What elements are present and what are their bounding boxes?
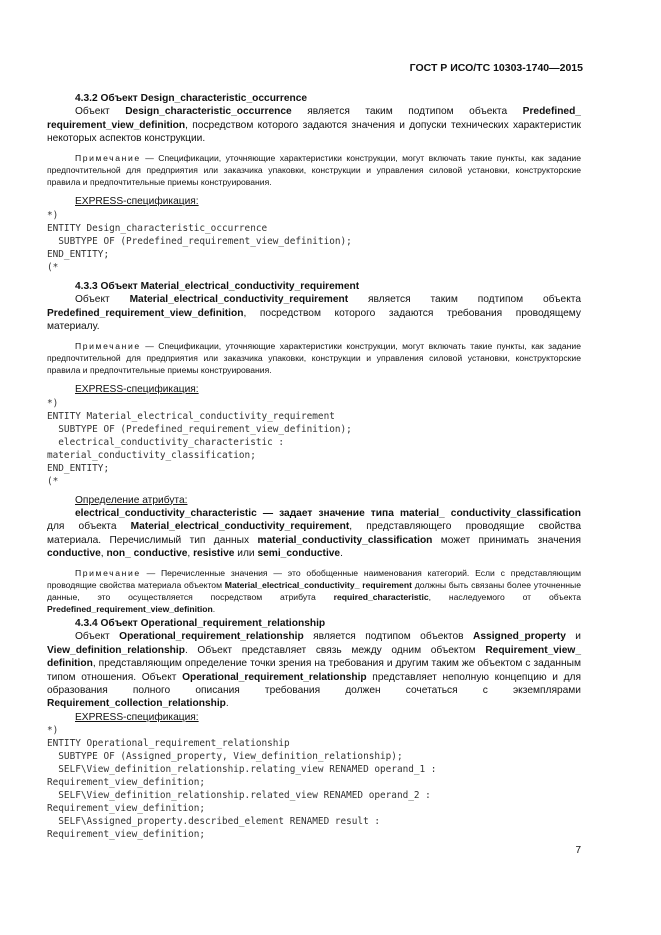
express-label: EXPRESS-спецификация: [75,384,199,396]
attribute-label: Определение атрибута: [75,494,188,506]
note: Примечание — Спецификации, уточняющие характеристики конструкции, могут включать такие пункты, как задание предпочтительной для предприятия или заказчика упаковки, конструкции и управления силовой установки, конструкторские правила и предпочтительные приемы конструирования. [47,340,581,376]
express-label: EXPRESS-спецификация: [75,196,199,208]
attribute-definition: electrical_conductivity_characteristic — задает значение типа material_ conductivity_classification для объекта Material_electrical_conductivity_requirement, представляющего проводящие свойства материала. Перечислимый тип данных material_conductivity_classification может принимать значения conductive, non_ conductive, resistive или semi_conductive. [47,508,581,560]
express-code: *) ENTITY Material_electrical_conductivity_requirement SUBTYPE OF (Predefined_requirement_view_definition); electrical_conductivity_characteristic : material_conductivity_classification; END_ENTITY; (* [47,397,352,487]
note: Примечание — Перечисленные значения — это обобщенные наименования категорий. Если с представляющим проводящие свойства материала объектом Material_electrical_conductivity_ requirement должны быть связаны более уточненные данные, это осуществляется посредством атрибута required_characteristic, наследуемого от объекта Predefined_requirement_view_definition. [47,567,581,615]
section-heading: 4.3.3 Объект Material_electrical_conductivity_requirement [75,281,360,292]
section-4-3-2 [47,92,581,274]
express-code: *) ENTITY Design_characteristic_occurrence SUBTYPE OF (Predefined_requirement_view_definition); END_ENTITY; (* [47,209,352,273]
page-number: 7 [575,845,581,856]
paragraph: Объект Design_characteristic_occurrence является таким подтипом объекта Predefined_ requirement_view_definition, посредством которого задаются значения и допуски технических характеристик некоторых аспектов конструкции. [47,106,581,145]
document-header: ГОСТ Р ИСО/ТС 10303-1740—2015 [409,62,583,74]
section-4-3-3 [47,280,581,615]
section-heading: 4.3.2 Объект Design_characteristic_occurrence [75,93,308,104]
paragraph: Объект Operational_requirement_relationship является подтипом объектов Assigned_property и View_definition_relationship. Объект представляет связь между одним объектом Requirement_view_ definition, представляющим определение точки зрения на требования и другим таким же объектом с заданным типом отношения. Объект Operational_requirement_relationship представляет неполную концепцию и для образования полного описания требования должен сочетаться с экземплярами Requirement_collection_relationship. [47,631,582,710]
express-code: *) ENTITY Operational_requirement_relationship SUBTYPE OF (Assigned_property, View_definition_relationship); SELF\View_definition_relationship.relating_view RENAMED operand_1 : Requirement_view_definition; SELF\View_definition_relationship.related_view RENAMED operand_2 : Requirement_view_definition; SELF\Assigned_property.described_element RENAMED result : Requirement_view_definition; [47,725,437,841]
express-label: EXPRESS-спецификация: [75,711,199,723]
paragraph: Объект Material_electrical_conductivity_requirement является таким подтипом объекта Predefined_requirement_view_definition, посредством которого задаются требования проводящему материалу. [47,294,582,333]
note: Примечание — Спецификации, уточняющие характеристики конструкции, могут включать такие пункты, как задание предпочтительной для предприятия или заказчика упаковки, конструкции и управления силовой установки, конструкторские правила и предпочтительные приемы конструирования. [47,152,581,188]
section-4-3-4 [47,617,581,841]
section-heading: 4.3.4 Объект Operational_requirement_relationship [75,618,326,629]
